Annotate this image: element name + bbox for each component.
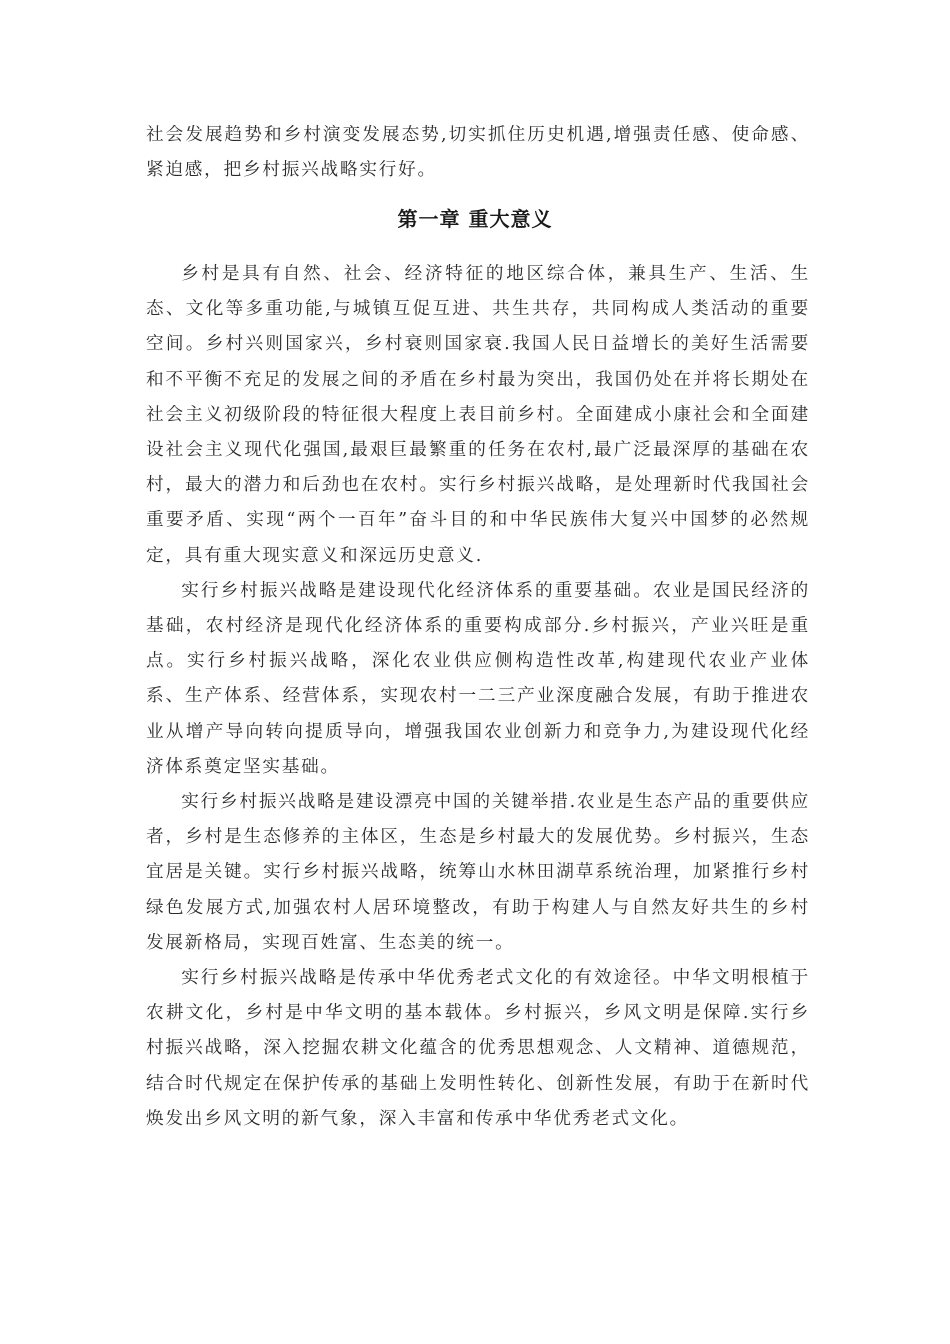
body-paragraph: 实行乡村振兴战略是建设现代化经济体系的重要基础。农业是国民经济的基础，农村经济是现代化经济体系的重要构成部分.乡村振兴，产业兴旺是重点。实行乡村振兴战略，深化农业供应侧构造性改革,构建现代农业产业体系、生产体系、经营体系，实现农村一二三产业深度融合发展，有助于推进农业从增产导向转向提质导向，增强我国农业创新力和竞争力,为建设现代化经济体系奠定坚实基础。 xyxy=(146,580,810,777)
body-paragraph: 实行乡村振兴战略是建设漂亮中国的关键举措.农业是生态产品的重要供应者，乡村是生态修养的主体区，生态是乡村最大的发展优势。乡村振兴，生态宜居是关键。实行乡村振兴战略，统筹山水林田湖草系统治理，加紧推行乡村绿色发展方式,加强农村人居环境整改，有助于构建人与自然友好共生的乡村发展新格局，实现百姓富、生态美的统一。 xyxy=(146,792,810,953)
body-paragraph: 乡村是具有自然、社会、经济特征的地区综合体，兼具生产、生活、生态、文化等多重功能,与城镇互促互进、共生共存，共同构成人类活动的重要空间。乡村兴则国家兴，乡村衰则国家衰.我国人民日益增长的美好生活需要和不平衡不充足的发展之间的矛盾在乡村最为突出，我国仍处在并将长期处在社会主义初级阶段的特征很大程度上表目前乡村。全面建成小康社会和全面建设社会主义现代化强国,最艰巨最繁重的任务在农村,最广泛最深厚的基础在农村，最大的潜力和后劲也在农村。实行乡村振兴战略，是处理新时代我国社会重要矛盾、实现“两个一百年”奋斗目的和中华民族伟大复兴中国梦的必然规定，具有重大现实意义和深远历史意义. xyxy=(146,264,810,566)
body-paragraph: 实行乡村振兴战略是传承中华优秀老式文化的有效途径。中华文明根植于农耕文化，乡村是中华文明的基本载体。乡村振兴，乡风文明是保障.实行乡村振兴战略，深入挖掘农耕文化蕴含的优秀思想观念、人文精神、道德规范，结合时代规定在保护传承的基础上发明性转化、创新性发展，有助于在新时代焕发出乡风文明的新气象，深入丰富和传承中华优秀老式文化。 xyxy=(146,968,810,1129)
chapter-body xyxy=(146,257,810,1137)
intro-paragraph: 社会发展趋势和乡村演变发展态势,切实抓住历史机遇,增强责任感、使命感、紧迫感，把乡村振兴战略实行好。 xyxy=(146,125,810,181)
chapter-title: 第一章 重大意义 xyxy=(397,207,553,231)
intro-paragraph-block xyxy=(146,118,810,188)
